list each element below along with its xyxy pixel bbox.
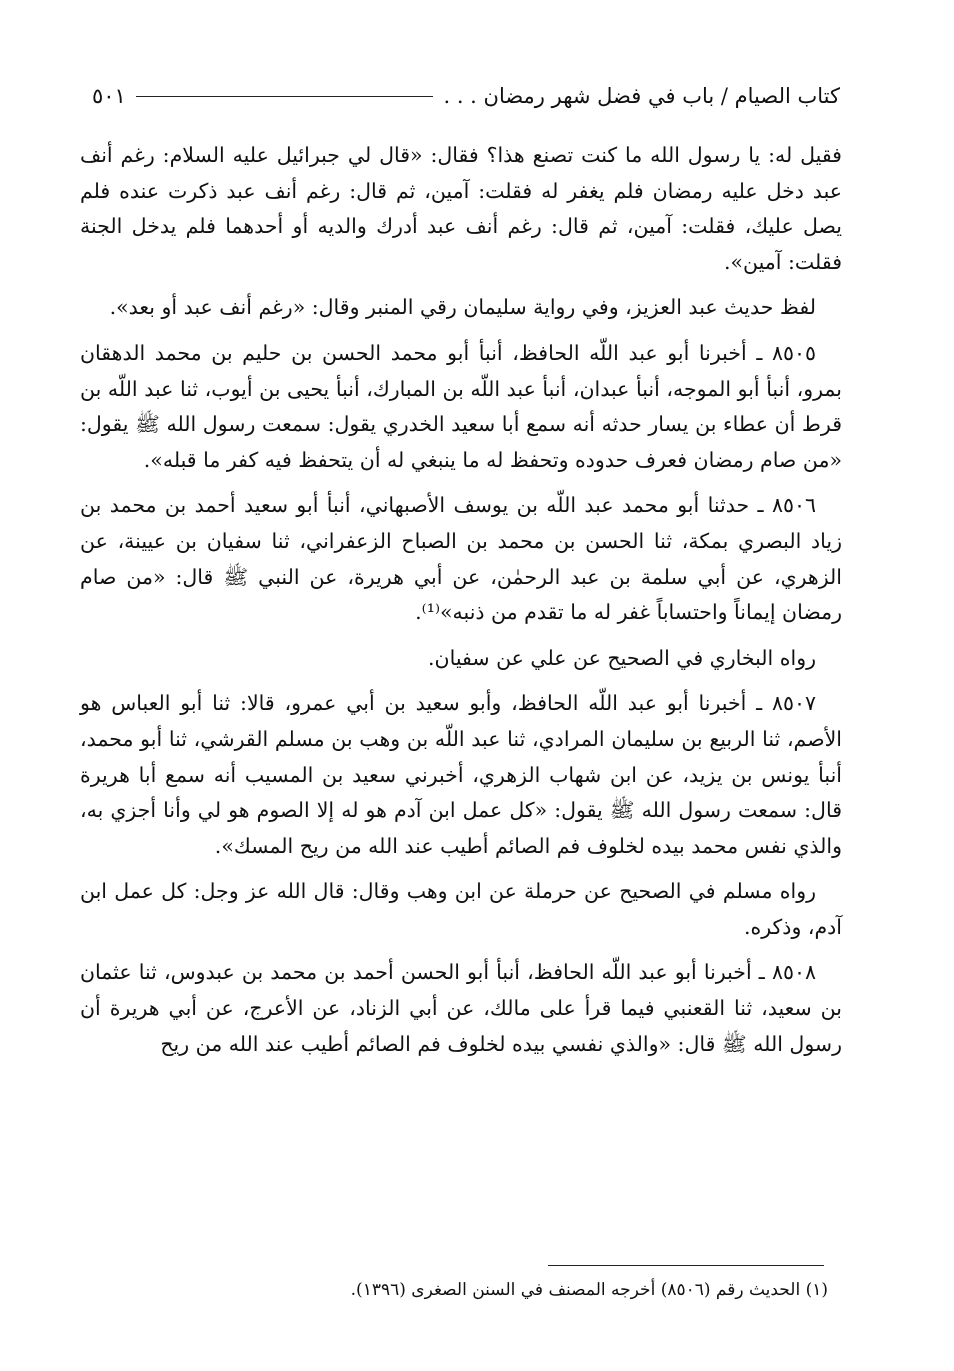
- paragraph-hadith-8507: ٨٥٠٧ ـ أخبرنا أبو عبد اللّه الحافظ، وأبو سعيد بن أبي عمرو، قالا: ثنا أبو العباس هو الأصم، ثنا الربيع بن سليمان المرادي، ثنا عبد اللّه بن وهب بن مسلم القرشي، ثنا أبو محمد، أنبأ يونس بن يزيد، عن ابن شهاب الزهري، أخبرني سعيد بن المسيب أنه سمع أبا هريرة قال: سمعت رسول الله ﷺ يقول: «كل عمل ابن آدم هو له إلا الصوم هو لي وأنا أجزي به، والذي نفس محمد بيده لخلوف فم الصائم أطيب عند الله من ريح المسك».: [80, 691, 842, 858]
- paragraph-muslim-note: رواه مسلم في الصحيح عن حرملة عن ابن وهب وقال: قال الله عز وجل: كل عمل ابن آدم، وذكره.: [80, 879, 842, 939]
- page-header: [92, 78, 840, 114]
- paragraph-hadith-8508: ٨٥٠٨ ـ أخبرنا أبو عبد اللّه الحافظ، أنبأ أبو الحسن أحمد بن محمد بن عبدوس، ثنا عثمان بن سعيد، ثنا القعنبي فيما قرأ على مالك، عن أبي الزناد، عن الأعرج، عن أبي هريرة أن رسول الله ﷺ قال: «والذي نفسي بيده لخلوف فم الصائم أطيب عند الله من ريح: [80, 960, 842, 1056]
- running-title: كتاب الصيام / باب في فضل شهر رمضان . . .: [443, 84, 840, 108]
- paragraph-hadith-8505: ٨٥٠٥ ـ أخبرنا أبو عبد اللّه الحافظ، أنبأ أبو محمد الحسن بن حليم بن محمد الدهقان بمرو، أنبأ أبو الموجه، أنبأ عبدان، أنبأ عبد اللّه بن المبارك، أنبأ يحيى بن أيوب، ثنا عبد اللّه بن قرط أن عطاء بن يسار حدثه أنه سمع أبا سعيد الخدري يقول: سمعت رسول الله ﷺ يقول: «من صام رمضان فعرف حدوده وتحفظ له ما ينبغي له أن يتحفظ فيه كفر ما قبله».: [80, 340, 842, 472]
- paragraph-hadith-continuation: فقيل له: يا رسول الله ما كنت تصنع هذا؟ فقال: «قال لي جبرائيل عليه السلام: رغم أنف عبد دخل عليه رمضان فلم يغفر له فقلت: آمين، ثم قال: رغم أنف عبد ذكرت عنده فلم يصل عليك، فقلت: آمين، ثم قال: رغم أنف عبد أدرك والديه أو أحدهما فلم يدخل الجنة فقلت: آمين».: [80, 143, 842, 274]
- body-text: [80, 138, 842, 1072]
- page-number: ٥٠١: [92, 84, 126, 108]
- paragraph-riwaya-note: لفظ حديث عبد العزيز، وفي رواية سليمان رقي المنبر وقال: «رغم أنف عبد أو بعد».: [109, 295, 816, 320]
- header-rule: [136, 96, 434, 97]
- footnote-rule: [548, 1265, 824, 1266]
- footnote: (١) الحديث رقم (٨٥٠٦) أخرجه المصنف في السنن الصغرى (١٣٩٦).: [350, 1280, 828, 1300]
- paragraph-bukhari-note: رواه البخاري في الصحيح عن علي عن سفيان.: [428, 645, 816, 670]
- paragraph-hadith-8506: ٨٥٠٦ ـ حدثنا أبو محمد عبد اللّه بن يوسف الأصبهاني، أنبأ أبو سعيد أحمد بن محمد بن زياد البصري بمكة، ثنا الحسن بن محمد بن الصباح الزعفراني، ثنا سفيان بن عيينة، عن الزهري، عن أبي سلمة بن عبد الرحمٰن، عن أبي هريرة، عن النبي ﷺ قال: «من صام رمضان إيماناً واحتساباً غفر له ما تقدم من ذنبه»⁽¹⁾.: [80, 493, 842, 625]
